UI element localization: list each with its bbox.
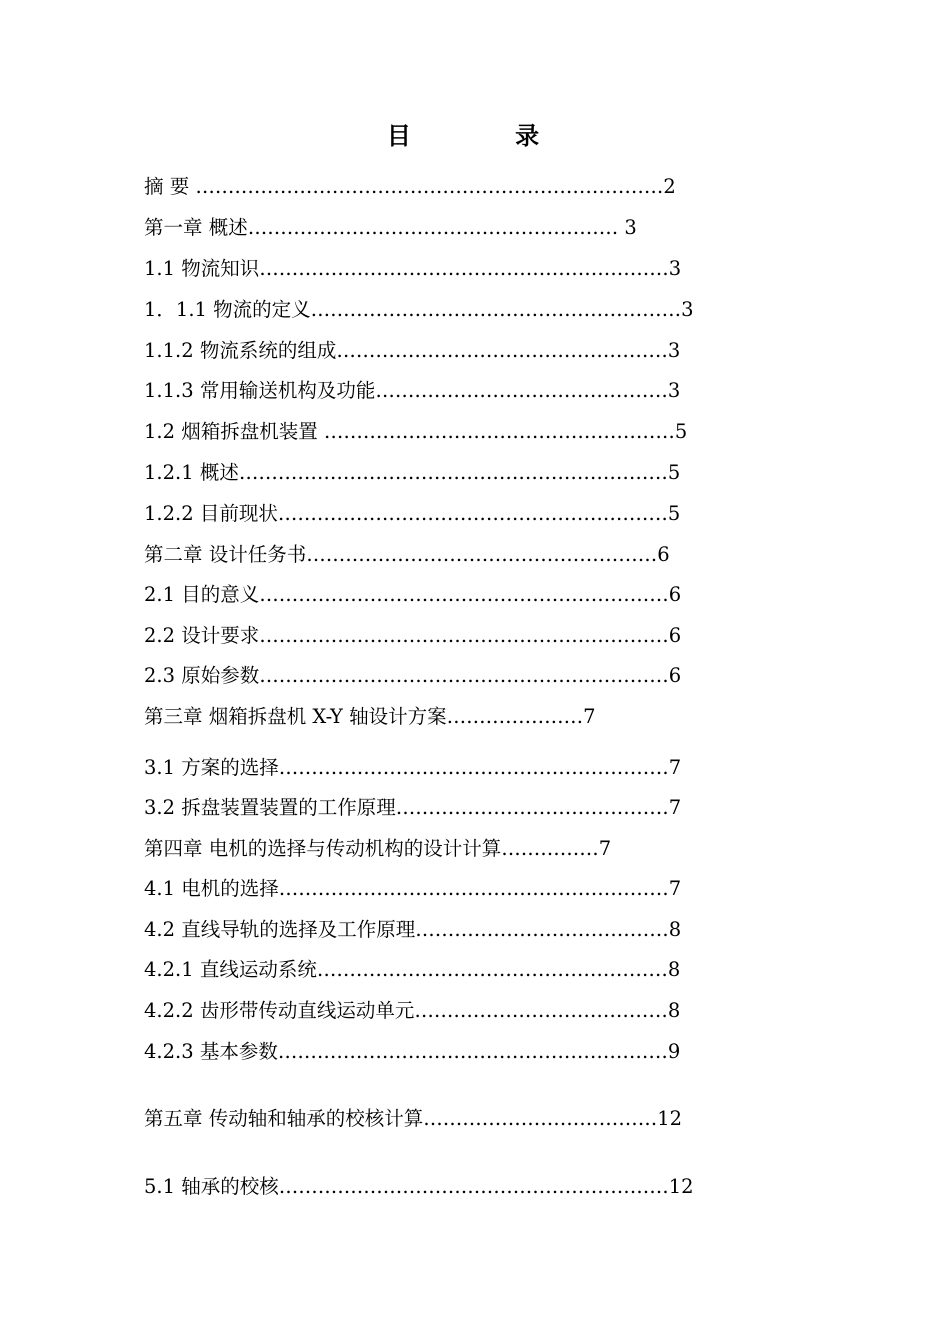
toc-entry: 第一章 概述………………………………………………… 3 bbox=[144, 216, 637, 239]
toc-entry: 4.2.3 基本参数……………………………………………………9 bbox=[144, 1040, 681, 1063]
toc-entry: 第五章 传动轴和轴承的校核计算………………………………12 bbox=[144, 1107, 683, 1130]
toc-entry: 3.2 拆盘装置装置的工作原理……………………………………7 bbox=[144, 796, 682, 819]
toc-entry: 1.2 烟箱拆盘机装置 ………………………………………………5 bbox=[144, 420, 688, 443]
toc-entry: 摘 要 ………………………………………………………………2 bbox=[144, 175, 676, 198]
toc-entry: 5.1 轴承的校核……………………………………………………12 bbox=[144, 1175, 694, 1198]
toc-entry: 第四章 电机的选择与传动机构的设计计算……………7 bbox=[144, 837, 612, 860]
toc-entry: 2.3 原始参数………………………………………………………6 bbox=[144, 664, 682, 687]
toc-entry: 4.2.2 齿形带传动直线运动单元…………………………………8 bbox=[144, 999, 681, 1022]
toc-entry: 1.2.2 目前现状……………………………………………………5 bbox=[144, 502, 681, 525]
toc-entry: 3.1 方案的选择……………………………………………………7 bbox=[144, 756, 682, 779]
toc-entry: 1．1.1 物流的定义…………………………………………………3 bbox=[144, 298, 694, 321]
toc-entry: 2.2 设计要求………………………………………………………6 bbox=[144, 624, 682, 647]
toc-entry: 4.2.1 直线运动系统………………………………………………8 bbox=[144, 958, 681, 981]
toc-title: 目 录 bbox=[386, 122, 588, 150]
toc-entry: 第二章 设计任务书………………………………………………6 bbox=[144, 543, 670, 566]
toc-entry: 4.1 电机的选择……………………………………………………7 bbox=[144, 877, 682, 900]
toc-entry: 1.1.3 常用输送机构及功能………………………………………3 bbox=[144, 379, 681, 402]
toc-entry: 第三章 烟箱拆盘机 X-Y 轴设计方案…………………7 bbox=[144, 705, 596, 728]
toc-entry: 4.2 直线导轨的选择及工作原理…………………………………8 bbox=[144, 918, 682, 941]
toc-entry: 1.1.2 物流系统的组成……………………………………………3 bbox=[144, 339, 681, 362]
toc-entry: 1.1 物流知识………………………………………………………3 bbox=[144, 257, 682, 280]
toc-entry: 1.2.1 概述…………………………………………………………5 bbox=[144, 461, 681, 484]
toc-entry: 2.1 目的意义………………………………………………………6 bbox=[144, 583, 682, 606]
